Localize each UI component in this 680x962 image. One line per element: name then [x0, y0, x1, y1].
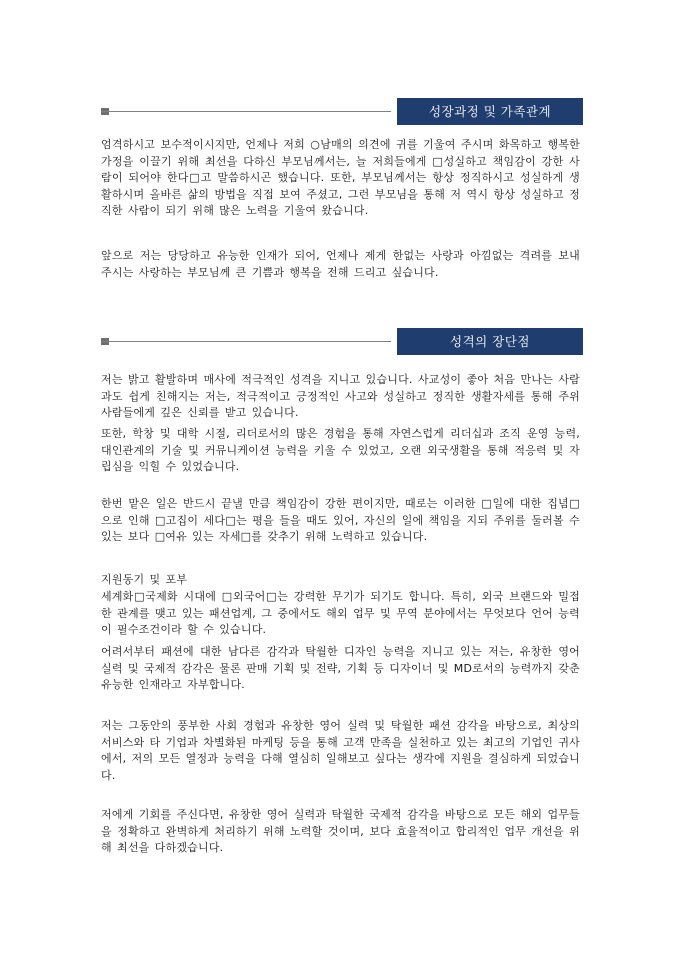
header-divider-line — [101, 111, 391, 112]
paragraph: 세계화□국제화 시대에 □외국어□는 강력한 무기가 되기도 합니다. 특히, 외국 브랜드와 밀접한 관계를 맺고 있는 패션업계, 그 중에서도 해외 업무 및 무역 분야에서는 무엇보다 언어 능력이 필수조건이라 할 수 있습니다. — [101, 590, 580, 636]
paragraph: 또한, 학창 및 대학 시절, 리더로서의 많은 경험을 통해 자연스럽게 리더십과 조직 운영 능력, 대인관계의 기술 및 커뮤니케이션 능력을 키울 수 있었고, 오랜 외국생활을 통해 적응력 및 자립심을 익힐 수 있었습니다. — [101, 427, 580, 473]
section-header-personality — [101, 328, 583, 355]
header-divider-line — [101, 341, 391, 342]
subheading-motivation: 지원동기 및 포부 — [101, 573, 188, 586]
section-header-family — [101, 98, 583, 125]
paragraph: 저는 그동안의 풍부한 사회 경험과 유창한 영어 실력 및 탁월한 패션 감각을 바탕으로, 최상의 서비스와 타 기업과 차별화된 마케팅 등을 통해 고객 만족을 실천하고 있는 최고의 기업인 귀사에서, 저의 모든 열정과 능력을 다해 열심히 일해보고 싶다는 생각에 지원을 결심하게 되었습니다. — [101, 719, 580, 782]
paragraph: 저에게 기회를 주신다면, 유창한 영어 실력과 탁월한 국제적 감각을 바탕으로 모든 해외 업무들을 정확하고 완벽하게 처리하기 위해 노력할 것이며, 보다 효율적이고 합리적인 업무 개선을 위해 최선을 다하겠습니다. — [101, 808, 580, 854]
paragraph: 앞으로 저는 당당하고 유능한 인재가 되어, 언제나 제게 한없는 사랑과 아낌없는 격려를 보내 주시는 사랑하는 부모님께 큰 기쁨과 행복을 전해 드리고 싶습니다. — [101, 249, 580, 279]
paragraph: 한번 맡은 일은 반드시 끝낼 만큼 책임감이 강한 편이지만, 때로는 이러한 □일에 대한 집념□으로 인해 □고집이 세다□는 평을 들을 때도 있어, 자신의 일에 책임을 지되 주위를 둘러볼 수 있는 보다 □여유 있는 자세□를 갖추기 위해 노력하고 있습니다. — [101, 497, 580, 543]
paragraph: 저는 밝고 활발하며 매사에 적극적인 성격을 지니고 있습니다. 사교성이 좋아 처음 만나는 사람과도 쉽게 친해지는 저는, 적극적이고 긍정적인 사고와 성실하고 정직한 생활자세를 통해 주위 사람들에게 깊은 신뢰를 받고 있습니다. — [101, 373, 580, 419]
section-title: 성격의 장단점 — [397, 328, 583, 355]
paragraph: 어려서부터 패션에 대한 남다른 감각과 탁월한 디자인 능력을 지니고 있는 저는, 유창한 영어 실력 및 국제적 감각은 물론 판매 기획 및 전략, 기획 등 디자이너 및 MD로서의 능력까지 갖춘 유능한 인재라고 자부합니다. — [101, 645, 580, 691]
paragraph: 엄격하시고 보수적이시지만, 언제나 저희 ○남매의 의견에 귀를 기울여 주시며 화목하고 행복한 가정을 이끌기 위해 최선을 다하신 부모님께서는, 늘 저희들에게 □성실하고 책임감이 강한 사람이 되어야 한다□고 말씀하시곤 했습니다. 또한, 부모님께서는 항상 정직하시고 성실하게 생활하시며 올바른 삶의 방법을 직접 보여 주셨고, 그런 부모님을 통해 저 역시 항상 성실하고 정직한 사람이 되기 위해 많은 노력을 기울여 왔습니다. — [101, 138, 580, 217]
section-title: 성장과정 및 가족관계 — [397, 98, 583, 125]
